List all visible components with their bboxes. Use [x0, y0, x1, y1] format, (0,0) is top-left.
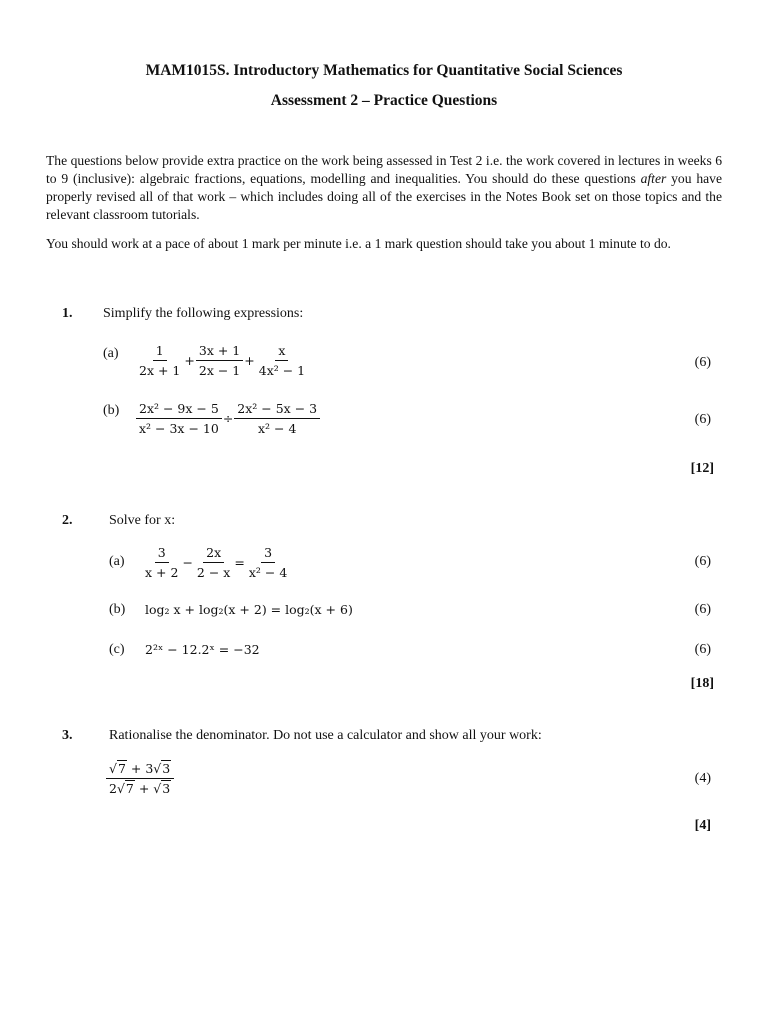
q2b-marks: (6) — [694, 602, 711, 617]
q2-total: [18] — [690, 676, 714, 691]
intro-paragraph — [46, 152, 722, 224]
intro-emphasis: after — [640, 171, 667, 186]
sqrt-term: √3 — [153, 761, 171, 776]
q2b-expression: log₂ x + log₂(x + 2) = log₂(x + 6) — [145, 602, 353, 617]
intro-text-2: you have properly revised all of that work – which includes doing all of the exercises in the Notes Book set on those topics and the relevant classroom tutorials. — [46, 171, 722, 222]
q3-instruction: Rationalise the denominator. Do not use a calculator and show all your work: — [109, 728, 542, 743]
fraction: $\frac{3x + 1}{2x - 1}$ — [196, 342, 243, 379]
q2a-marks: (6) — [694, 554, 711, 569]
q1-number: 1. — [62, 306, 73, 321]
fraction: $\frac{x}{\text{4x² − 1}}$ — [258, 343, 306, 378]
q1a-expression: $\frac{1}{2x + 1}$ + $\frac{3x + 1}{2x - 1}$ + $\frac{x}{\text{4x² − 1}}$ — [136, 342, 308, 379]
q3-total: [4] — [694, 818, 711, 833]
q2c-label: (c) — [109, 642, 125, 657]
q3-expression — [106, 760, 174, 797]
q1b-marks: (6) — [694, 412, 711, 427]
page-subtitle: Assessment 2 – Practice Questions — [270, 92, 498, 109]
course-title: MAM1015S. Introductory Mathematics for Quantitative Social Sciences — [145, 62, 623, 79]
intro-text-1: The questions below provide extra practice on the work being assessed in Test 2 i.e. the work covered in lectures in weeks 6 to 9 (inclusive): algebraic fractions, equations, modelling and inequalities. You should do these questions — [46, 153, 722, 186]
q2a-label: (a) — [109, 554, 125, 569]
fraction: $\frac{2x}{2 - x}$ — [196, 545, 231, 580]
q1a-label: (a) — [103, 346, 119, 361]
q2c-expression: 2²ˣ − 12.2ˣ = −32 — [145, 642, 260, 657]
fraction: $\frac{1}{2x + 1}$ — [139, 343, 181, 378]
q1a-marks: (6) — [694, 355, 711, 370]
q3-number: 3. — [62, 728, 73, 743]
sqrt-term: √7 — [109, 761, 126, 776]
q2c-marks: (6) — [694, 642, 711, 657]
sqrt-term: √3 — [153, 781, 171, 796]
fraction: $\frac{\text{2x² − 5x − 3}}{\text{x² − 4}}$ — [234, 400, 320, 437]
q1b-label: (b) — [103, 403, 120, 418]
sqrt-term: √7 — [116, 781, 134, 796]
q2a-expression: $\frac{3}{x + 2}$ − $\frac{2x}{2 - x}$ = $\frac{3}{\text{x² − 4}}$ — [142, 544, 290, 581]
fraction: $\frac{\text{2x² − 9x − 5}}{\text{x² − 3x − 10}}$ — [136, 400, 222, 437]
q2-number: 2. — [62, 513, 73, 528]
q1-instruction: Simplify the following expressions: — [103, 306, 304, 321]
fraction: $\frac{√7 + 3√3}{2√7 + √3}$ — [106, 760, 174, 797]
fraction: $\frac{3}{\text{x² − 4}}$ — [248, 545, 288, 580]
q1b-expression: $\frac{\text{2x² − 9x − 5}}{\text{x² − 3x − 10}}$ ÷ $\frac{\text{2x² − 5x − 3}}{\text{x² − 4}}$ — [136, 400, 320, 437]
q2b-label: (b) — [109, 602, 126, 617]
fraction: $\frac{3}{x + 2}$ — [145, 545, 179, 580]
q3-marks: (4) — [694, 771, 711, 786]
pace-paragraph: You should work at a pace of about 1 mark per minute i.e. a 1 mark question should take you about 1 minute to do. — [46, 236, 671, 251]
q2-instruction: Solve for x: — [109, 513, 176, 528]
q1-total: [12] — [690, 461, 714, 476]
